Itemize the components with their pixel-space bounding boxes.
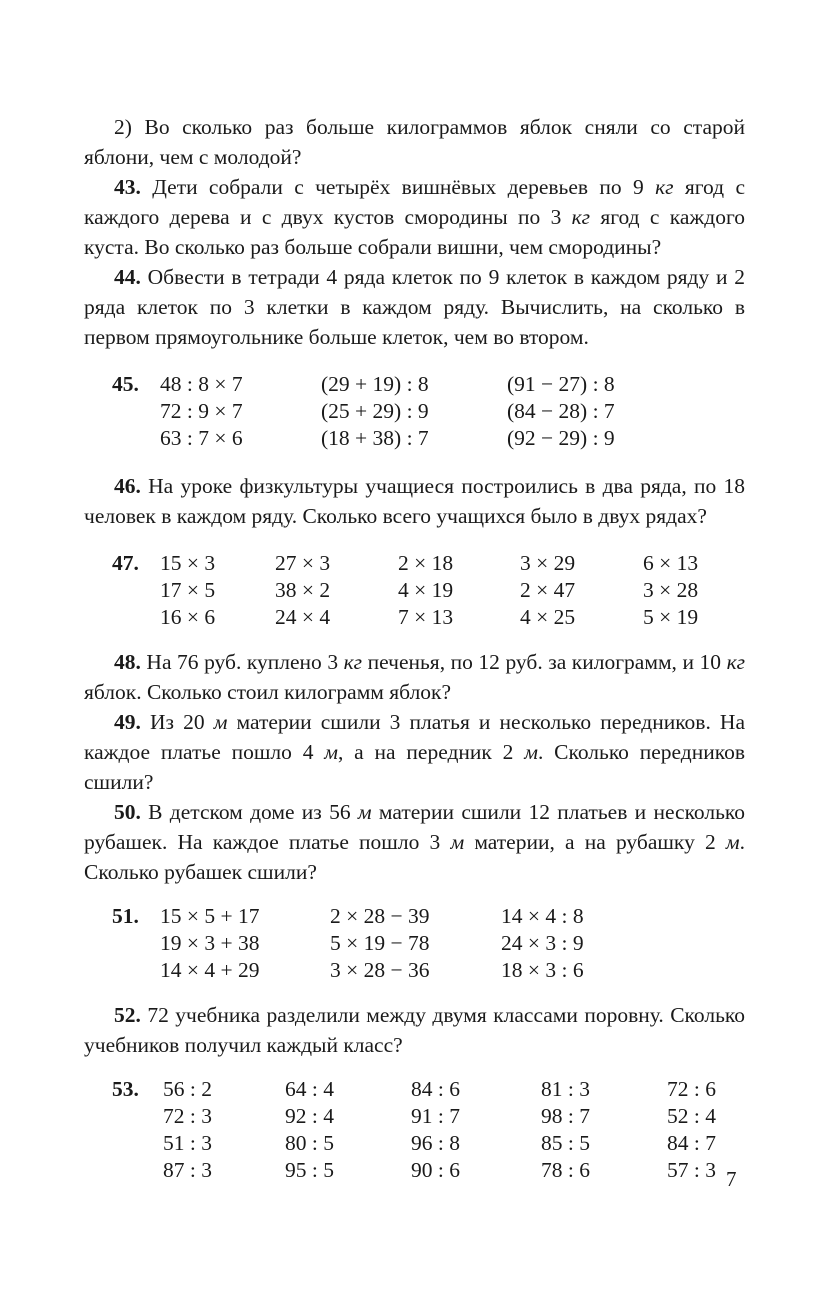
expression: 3 × 28 <box>643 578 699 602</box>
problem-number: 48. <box>114 650 141 674</box>
expression: 5 × 19 <box>643 605 699 629</box>
problem-number: 51. <box>112 904 139 928</box>
expression-column <box>160 371 243 452</box>
expression: 18 × 3 : 6 <box>501 958 584 982</box>
problem-text: Из 20 <box>149 710 205 734</box>
expression: 51 : 3 <box>163 1131 212 1155</box>
exercise-53 <box>84 1076 745 1184</box>
expression: 3 × 28 − 36 <box>330 958 430 982</box>
expression: 4 × 19 <box>398 578 454 602</box>
problem-48 <box>84 647 745 707</box>
expression: 85 : 5 <box>541 1131 590 1155</box>
unit: м <box>213 710 228 734</box>
expression: 15 × 5 + 17 <box>160 904 260 928</box>
problem-text: ягод с каждого дерева и с двух кустов смородины по 3 <box>84 175 745 229</box>
expression: 19 × 3 + 38 <box>160 931 260 955</box>
expression-column <box>507 371 615 452</box>
expression: (91 − 27) : 8 <box>507 372 615 396</box>
problem-text: Дети собрали с четырёх вишнёвых деревьев по 9 <box>152 175 644 199</box>
problem-text: материи сшили 12 платьев и несколько рубашек. На каждое платье пошло 3 <box>84 800 746 854</box>
expression: 96 : 8 <box>411 1131 460 1155</box>
expression: 38 × 2 <box>275 578 331 602</box>
unit: кг <box>655 175 674 199</box>
expression: 72 : 9 × 7 <box>160 399 243 423</box>
expression: 52 : 4 <box>667 1104 716 1128</box>
expression: 57 : 3 <box>667 1158 716 1182</box>
expression: 56 : 2 <box>163 1077 212 1101</box>
problem-49 <box>84 707 745 797</box>
expression-column <box>520 550 575 631</box>
problem-text: На 76 руб. куплено 3 <box>146 650 339 674</box>
expression-column <box>321 371 429 452</box>
problem-number: 46. <box>114 474 141 498</box>
exercise-47 <box>84 550 745 631</box>
problem-text: В детском доме из 56 <box>148 800 351 824</box>
unit: кг <box>726 650 746 674</box>
expression: 7 × 13 <box>398 605 454 629</box>
problem-text: материи, а на рубашку 2 <box>474 830 716 854</box>
expression: 81 : 3 <box>541 1077 590 1101</box>
expression: 48 : 8 × 7 <box>160 372 243 396</box>
expression: 2 × 28 − 39 <box>330 904 430 928</box>
problem-text: ягод с каждого куста. Во сколько раз больше собрали вишни, чем смородины? <box>84 205 745 259</box>
expression: (29 + 19) : 8 <box>321 372 429 396</box>
expression: 24 × 4 <box>275 605 331 629</box>
expression-column <box>643 550 698 631</box>
expression: 2 × 18 <box>398 551 454 575</box>
exercise-51 <box>84 903 745 984</box>
problem-text: , а на передник 2 <box>338 740 514 764</box>
unit: м <box>450 830 465 854</box>
expression: (25 + 29) : 9 <box>321 399 429 423</box>
unit: м <box>357 800 372 824</box>
expression-column <box>411 1076 460 1184</box>
problem-text: печенья, по 12 руб. за килограмм, и 10 <box>367 650 722 674</box>
unit: м <box>524 740 538 764</box>
expression: 27 × 3 <box>275 551 331 575</box>
problem-number: 43. <box>114 175 141 199</box>
expression: (92 − 29) : 9 <box>507 426 615 450</box>
expression: 72 : 3 <box>163 1104 212 1128</box>
unit: м <box>324 740 338 764</box>
problem-text: . Сколько рубашек сшили? <box>84 830 746 884</box>
expression: 14 × 4 : 8 <box>501 904 584 928</box>
problem-46 <box>84 471 745 531</box>
expression: 92 : 4 <box>285 1104 334 1128</box>
expression-column <box>541 1076 590 1184</box>
problem-text: Обвести в тетради 4 ряда клеток по 9 клеток в каждом ряду и 2 ряда клеток по 3 клетки в каждом ряду. Вычислить, на сколько в первом прямоугольнике больше клеток, чем во втором. <box>84 265 745 349</box>
expression: 16 × 6 <box>160 605 216 629</box>
exercise-45 <box>84 371 745 452</box>
problem-text: яблок. Сколько стоил килограмм яблок? <box>84 680 452 704</box>
expression-column <box>501 903 584 984</box>
expression: 80 : 5 <box>285 1131 334 1155</box>
expression: 63 : 7 × 6 <box>160 426 243 450</box>
expression: 95 : 5 <box>285 1158 334 1182</box>
expression: 6 × 13 <box>643 551 699 575</box>
expression: 84 : 6 <box>411 1077 460 1101</box>
expression: 84 : 7 <box>667 1131 716 1155</box>
page-number: 7 <box>726 1167 737 1191</box>
problem-number: 52. <box>114 1003 141 1027</box>
problem-text: 72 учебника разделили между двумя классами поровну. Сколько учебников получил каждый класс? <box>84 1003 746 1057</box>
problem-number: 49. <box>114 710 141 734</box>
problem-text: На уроке физкультуры учащиеся построились в два ряда, по 18 человек в каждом ряду. Сколько всего учащихся было в двух рядах? <box>84 474 746 528</box>
problem-text: . Сколько передников сшили? <box>84 740 746 794</box>
page-content <box>84 112 745 1184</box>
expression: 17 × 5 <box>160 578 216 602</box>
expression: (84 − 28) : 7 <box>507 399 615 423</box>
unit: кг <box>343 650 363 674</box>
problem-number: 53. <box>112 1077 139 1101</box>
expression-column <box>667 1076 716 1184</box>
problem-43 <box>84 172 745 262</box>
problem-number: 47. <box>112 551 139 575</box>
expression: 5 × 19 − 78 <box>330 931 430 955</box>
expression: 98 : 7 <box>541 1104 590 1128</box>
problem-number: 44. <box>114 265 141 289</box>
problem-52 <box>84 1000 745 1060</box>
problem-42-part-2: 2) Во сколько раз больше килограммов яблок сняли со старой яблони, чем с молодой? <box>84 115 745 169</box>
expression: 2 × 47 <box>520 578 576 602</box>
expression: 91 : 7 <box>411 1104 460 1128</box>
expression: 14 × 4 + 29 <box>160 958 260 982</box>
expression-column <box>163 1076 212 1184</box>
expression: 72 : 6 <box>667 1077 716 1101</box>
problem-44 <box>84 262 745 352</box>
problem-50 <box>84 797 745 887</box>
expression: 3 × 29 <box>520 551 576 575</box>
expression-column <box>275 550 330 631</box>
expression-column <box>160 550 215 631</box>
problem-number: 45. <box>112 372 139 396</box>
expression: 78 : 6 <box>541 1158 590 1182</box>
expression: 64 : 4 <box>285 1077 334 1101</box>
expression-column <box>285 1076 334 1184</box>
problem-number: 50. <box>114 800 141 824</box>
problem-text: материи сшили 3 платья и несколько передников. На каждое платье пошло 4 <box>84 710 745 764</box>
unit: кг <box>571 205 591 229</box>
expression: 90 : 6 <box>411 1158 460 1182</box>
expression: 4 × 25 <box>520 605 576 629</box>
expression-column <box>330 903 430 984</box>
expression: 15 × 3 <box>160 551 216 575</box>
expression-column <box>398 550 453 631</box>
expression: 24 × 3 : 9 <box>501 931 584 955</box>
unit: м <box>725 830 740 854</box>
expression-column <box>160 903 260 984</box>
expression: (18 + 38) : 7 <box>321 426 429 450</box>
expression: 87 : 3 <box>163 1158 212 1182</box>
